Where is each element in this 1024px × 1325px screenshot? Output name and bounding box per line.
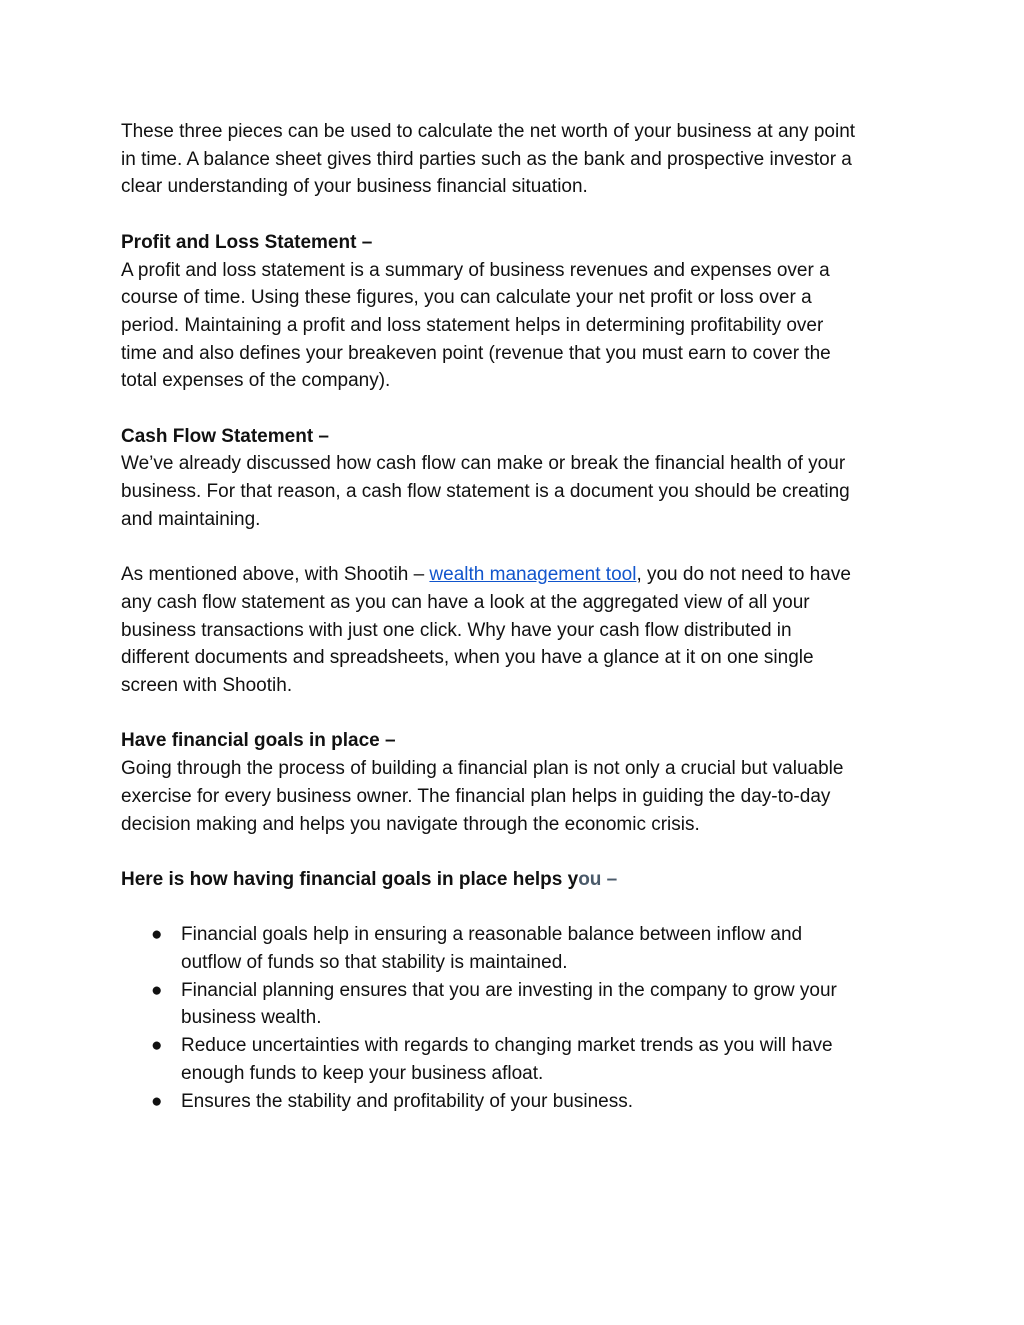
- document-page: [121, 118, 911, 1115]
- list-item: [121, 1088, 911, 1116]
- cash-flow-heading: Cash Flow Statement –: [121, 425, 329, 447]
- profit-loss-heading: Profit and Loss Statement –: [121, 231, 373, 253]
- bullet-icon: ●: [151, 979, 163, 1001]
- list-item: [121, 977, 911, 1032]
- goals-helps-heading: [121, 866, 911, 894]
- spacer: [121, 201, 911, 229]
- spacer: [121, 700, 911, 728]
- profit-loss-paragraph: A profit and loss statement is a summary of business revenues and expenses over a course of time. Using these figures, you can calculate your net profit or loss over a period. Maintaining a profit and loss statement helps in determining profitability over time and also defines your breakeven point (revenue that you must earn to cover the total expenses of the company).: [121, 259, 831, 392]
- list-item-text: Financial planning ensures that you are investing in the company to grow your business wealth.: [181, 979, 837, 1029]
- shootih-paragraph: [121, 561, 911, 700]
- bullet-icon: ●: [151, 1090, 163, 1112]
- list-item: [121, 1032, 911, 1087]
- goals-helps-heading-tail: ou –: [578, 868, 618, 890]
- goals-helps-heading-main: Here is how having financial goals in place helps y: [121, 868, 579, 890]
- benefits-list: [121, 921, 911, 1115]
- list-item-text: Financial goals help in ensuring a reasonable balance between inflow and outflow of funds so that stability is maintained.: [181, 924, 803, 973]
- spacer: [121, 534, 911, 562]
- financial-goals-paragraph: Going through the process of building a financial plan is not only a crucial but valuable exercise for every business owner. The financial plan helps in guiding the day-to-day decision making and helps you navigate through the economic crisis.: [121, 758, 844, 835]
- shootih-text-before-link: As mentioned above, with Shootih –: [121, 564, 430, 586]
- list-item-text: Ensures the stability and profitability of your business.: [181, 1090, 634, 1112]
- financial-goals-heading: Have financial goals in place –: [121, 730, 396, 752]
- list-item: [121, 921, 911, 976]
- bullet-icon: ●: [151, 924, 163, 946]
- wealth-management-tool-link[interactable]: wealth management tool: [429, 564, 637, 586]
- list-item-text: Reduce uncertainties with regards to changing market trends as you will have enough funds to keep your business afloat.: [181, 1035, 833, 1084]
- cash-flow-paragraph: We’ve already discussed how cash flow can make or break the financial health of your business. For that reason, a cash flow statement is a document you should be creating and maintaining.: [121, 453, 850, 530]
- spacer: [121, 395, 911, 423]
- spacer: [121, 894, 911, 922]
- bullet-icon: ●: [151, 1035, 163, 1057]
- intro-paragraph: These three pieces can be used to calculate the net worth of your business at any point in time. A balance sheet gives third parties such as the bank and prospective investor a clear understanding of your business financial situation.: [121, 121, 856, 198]
- shootih-text-after-link: , you do not need to have any cash flow statement as you can have a look at the aggregated view of all your business transactions with just one click. Why have your cash flow distributed in different documents and spreadsheets, when you have a glance at it on one single screen with Shootih.: [121, 564, 851, 697]
- spacer: [121, 838, 911, 866]
